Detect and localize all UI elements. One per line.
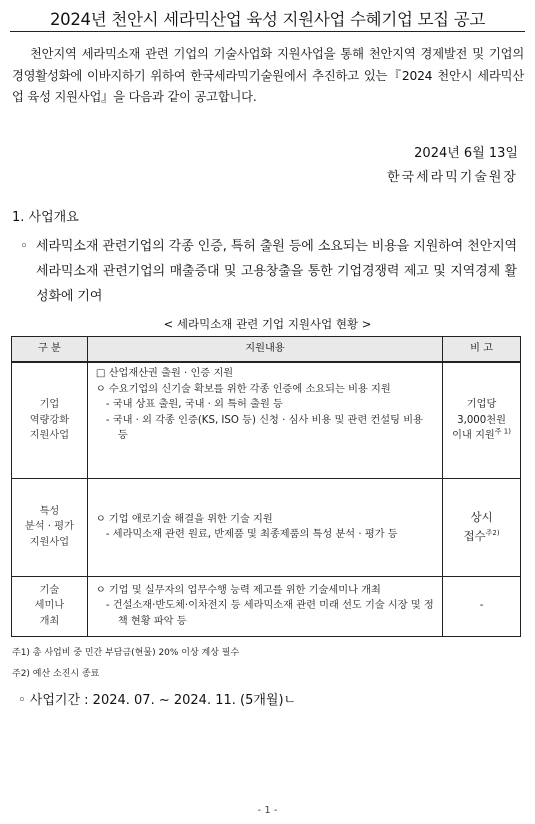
category-line: 세미나 — [34, 600, 65, 612]
row-category — [12, 478, 88, 576]
row-category — [12, 362, 88, 478]
announcing-organization: 한국세라믹기술원장 — [386, 170, 518, 185]
footnote-1: 주1) 총 사업비 중 민간 부담금(현물) 20% 이상 계상 필수 — [12, 648, 240, 658]
content-line: - 국내 · 외 각종 인증(KS, ISO 등) 신청 · 심사 비용 및 관련 컨설팅 비용 등 — [105, 414, 423, 441]
footnote-ref: 주 1) — [494, 427, 511, 436]
category-line: 분석 · 평가 — [24, 521, 74, 533]
content-line: ㅇ 기업 및 실무자의 업무수행 능력 제고를 위한 기술세미나 개최 — [95, 584, 381, 596]
row-content — [87, 576, 442, 636]
intro-paragraph — [12, 44, 524, 109]
category-line: 지원사업 — [29, 430, 70, 441]
note-line — [443, 428, 520, 444]
content-line: ㅇ 수요기업의 신기술 확보를 위한 각종 인증에 소요되는 비용 지원 — [95, 383, 391, 395]
intro-text: 천안지역 세라믹소재 관련 기업의 기술사업화 지원사업을 통해 천안지역 경제발전 및 기업의 경영활성화에 이바지하기 위하여 한국세라믹기술원에서 추진하고 있는『2024 천안시 세라믹산업 육성 지원사업』을 다음과 같이 공고합니다. — [12, 47, 524, 104]
overview-text: 세라믹소재 관련기업의 각종 인증, 특허 출원 등에 소요되는 비용을 지원하여 천안지역 세라믹소재 관련기업의 매출증대 및 고용창출을 통한 기업경쟁력 제고 및 지역경제 활성화에 기여 — [36, 239, 517, 304]
category-line: 개최 — [39, 615, 60, 627]
table-caption: < 세라믹소재 관련 기업 지원사업 현황 > — [163, 317, 372, 331]
page-number: - 1 - — [257, 805, 278, 816]
business-period: ◦ 사업기간 : 2024. 07. ~ 2024. 11. (5개월)ㄴ — [18, 693, 297, 708]
table-row — [12, 478, 521, 576]
content-line: ㅇ 기업 애로기술 해결을 위한 기술 지원 — [95, 513, 273, 525]
page-title: 2024년 천안시 세라믹산업 육성 지원사업 수혜기업 모집 공고 — [49, 10, 486, 29]
category-line: 지원사업 — [29, 536, 70, 548]
table-header-row — [12, 337, 521, 363]
section-heading: 1. 사업개요 — [12, 210, 79, 225]
table-row — [12, 576, 521, 636]
announcement-date: 2024년 6월 13일 — [414, 146, 518, 161]
note-line: 상시 — [470, 510, 493, 524]
row-note — [443, 478, 521, 576]
category-line: 역량강화 — [29, 414, 70, 426]
note-line: 3,000천원 — [457, 414, 506, 426]
overview-bullet — [20, 234, 517, 309]
bullet-mark: ◦ — [20, 239, 28, 254]
content-line: - 세라믹소재 관련 원료, 반제품 및 최종제품의 특성 분석 · 평가 등 — [105, 529, 398, 540]
row-note — [443, 362, 521, 478]
content-line: □ 산업재산권 출원 · 인증 지원 — [95, 368, 234, 379]
footnote-ref: 주2) — [485, 529, 500, 538]
note-line — [443, 527, 520, 546]
note-text: 접수 — [463, 529, 486, 543]
content-line: - 국내 상표 출원, 국내 · 외 특허 출원 등 — [105, 399, 283, 410]
note-text: 이내 지원 — [452, 430, 495, 441]
category-line: 기술 — [39, 584, 60, 596]
footnote-2: 주2) 예산 소진시 종료 — [12, 669, 100, 679]
header-content: 지원내용 — [87, 337, 442, 363]
note-line: 기업당 — [466, 399, 497, 410]
row-content — [87, 478, 442, 576]
header-category: 구 분 — [12, 337, 88, 363]
row-content — [87, 362, 442, 478]
support-program-table — [11, 336, 521, 637]
category-line: 특성 — [39, 505, 60, 517]
title-underline — [10, 31, 525, 32]
row-note — [443, 576, 521, 636]
table-row — [12, 362, 521, 478]
note-line: - — [479, 600, 484, 612]
row-category — [12, 576, 88, 636]
header-note: 비 고 — [443, 337, 521, 363]
content-line: - 건설소재·반도체·이차전지 등 세라믹소재 관련 미래 선도 기술 시장 및 정책 현황 파악 등 — [105, 600, 434, 627]
category-line: 기업 — [39, 399, 60, 410]
